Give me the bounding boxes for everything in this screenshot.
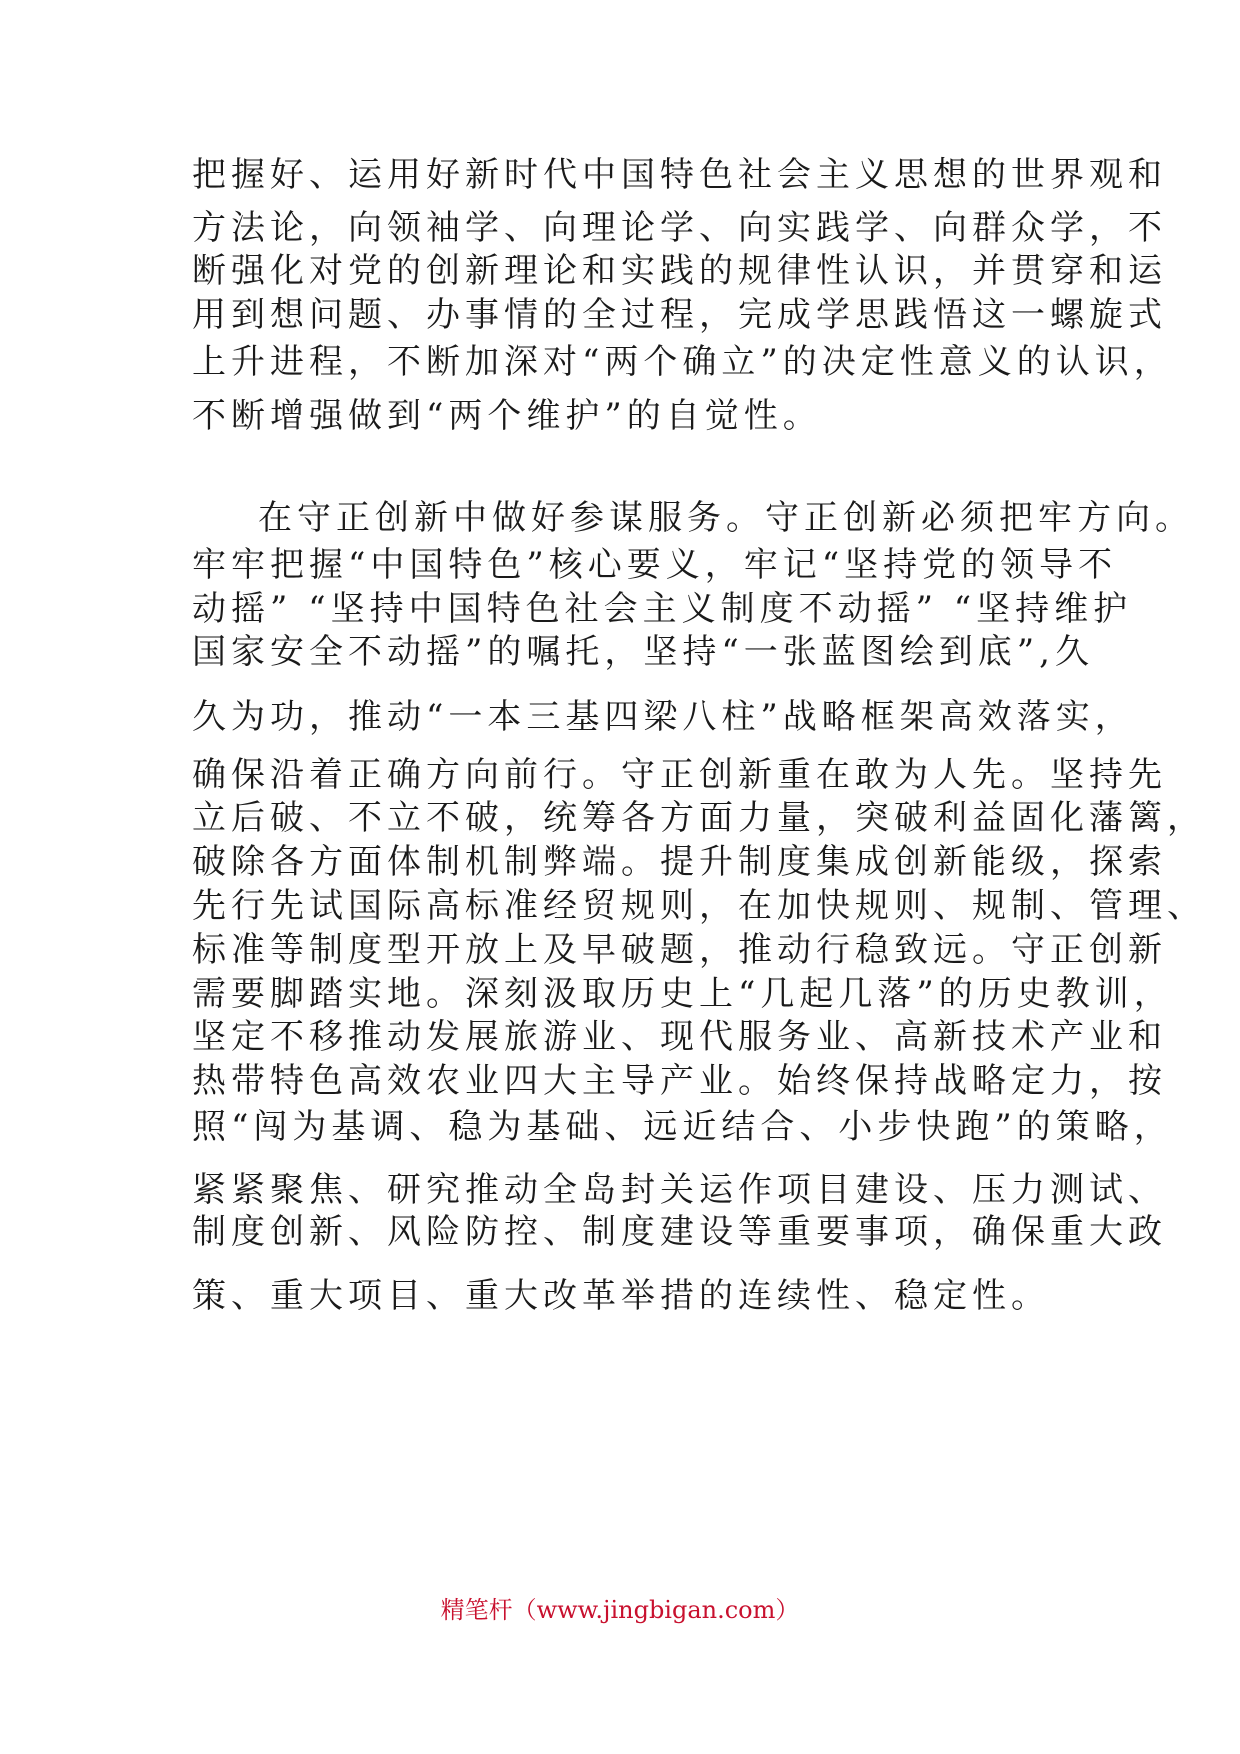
paragraph-1-line-6: 不断增强做到“两个维护”的自觉性。 <box>192 396 822 436</box>
paragraph-2-line-6: 确保沿着正确方向前行。守正创新重在敢为人先。坚持先 <box>192 755 1167 795</box>
paragraph-2-line-14: 照“闯为基调、稳为基础、远近结合、小步快跑”的策略， <box>192 1107 1173 1147</box>
paragraph-1-line-1: 把握好、运用好新时代中国特色社会主义思想的世界观和 <box>192 155 1167 195</box>
paragraph-1-line-3: 断强化对党的创新理论和实践的规律性认识，并贯穿和运 <box>192 251 1167 291</box>
paragraph-2-line-12: 坚定不移推动发展旅游业、现代服务业、高新技术产业和 <box>192 1017 1167 1057</box>
paragraph-2-line-3: 动摇” “坚持中国特色社会主义制度不动摇” “坚持维护 <box>192 589 1133 629</box>
paragraph-2-line-10: 标准等制度型开放上及早破题，推动行稳致远。守正创新 <box>192 930 1167 970</box>
paragraph-2-line-5: 久为功，推动“一本三基四梁八柱”战略框架高效落实， <box>192 697 1134 737</box>
paragraph-2-line-16: 制度创新、风险防控、制度建设等重要事项，确保重大政 <box>192 1212 1167 1252</box>
paragraph-1-line-4: 用到想问题、办事情的全过程，完成学思践悟这一螺旋式 <box>192 295 1167 335</box>
paragraph-2-line-2: 牢牢把握“中国特色”核心要义，牢记“坚持党的领导不 <box>192 545 1118 585</box>
paragraph-2-line-4: 国家安全不动摇”的嘱托，坚持“一张蓝图绘到底”,久 <box>192 632 1094 672</box>
paragraph-2-line-11: 需要脚踏实地。深刻汲取历史上“几起几落”的历史教训， <box>192 974 1173 1014</box>
paragraph-2-line-15: 紧紧聚焦、研究推动全岛封关运作项目建设、压力测试、 <box>192 1170 1167 1210</box>
paragraph-2-line-8: 破除各方面体制机制弊端。提升制度集成创新能级，探索 <box>192 842 1167 882</box>
paragraph-1-line-5: 上升进程，不断加深对“两个确立”的决定性意义的认识， <box>192 342 1173 382</box>
paragraph-2-line-13: 热带特色高效农业四大主导产业。始终保持战略定力，按 <box>192 1061 1167 1101</box>
footer-website-credit: 精笔杆（www.jingbigan.com） <box>440 1596 800 1624</box>
paragraph-1-line-2: 方法论，向领袖学、向理论学、向实践学、向群众学，不 <box>192 208 1167 248</box>
paragraph-2-line-1: 在守正创新中做好参谋服务。守正创新必须把牢方向。 <box>258 498 1194 538</box>
paragraph-2-line-9: 先行先试国际高标准经贸规则，在加快规则、规制、管理、 <box>192 886 1206 926</box>
paragraph-2-line-17: 策、重大项目、重大改革举措的连续性、稳定性。 <box>192 1276 1050 1316</box>
paragraph-2-line-7: 立后破、不立不破，统筹各方面力量，突破利益固化藩篱， <box>192 798 1206 838</box>
